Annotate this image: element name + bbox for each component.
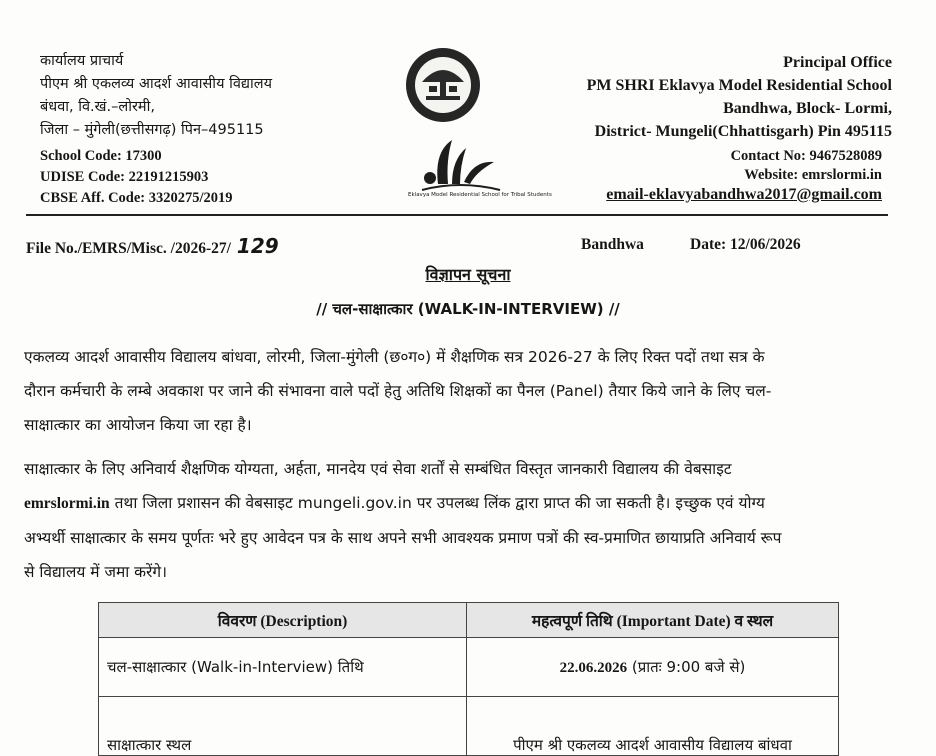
office-name-english: Principal Office <box>783 54 892 71</box>
paragraph-2-line: साक्षात्कार के लिए अनिवार्य शैक्षणिक योग्यता, अर्हता, मानदेय एवं सेवा शर्तों से सम्बंधित विस्तृत जानकारी विद्यालय की वेबसाइट <box>24 460 732 478</box>
notice-title: विज्ञापन सूचना <box>425 265 511 284</box>
row-description: चल-साक्षात्कार (Walk-in-Interview) तिथि <box>99 638 467 697</box>
email-link[interactable]: email-eklavyabandhwa2017@gmail.com <box>606 186 882 203</box>
district-hindi: जिला – मुंगेली(छत्तीसगढ़) पिन–495115 <box>40 122 264 138</box>
header-right-english <box>587 51 892 143</box>
school-name-hindi: पीएम श्री एकलव्य आदर्श आवासीय विद्यालय <box>40 76 273 92</box>
school-name-english: PM SHRI Eklavya Model Residential School <box>586 77 892 94</box>
district-english: District- Mungeli(Chhattisgarh) Pin 495115 <box>594 123 892 140</box>
contact-number: Contact No: 9467528089 <box>730 148 882 164</box>
row-value <box>467 697 839 756</box>
cbse-code: CBSE Aff. Code: 3320275/2019 <box>40 190 233 206</box>
row-value-bold: 22.06.2026 <box>559 660 628 676</box>
important-dates-table <box>98 602 839 756</box>
header-important-date: महत्वपूर्ण तिथि (Important Date) व स्थल <box>467 603 839 638</box>
school-codes <box>40 146 233 209</box>
table-row <box>99 697 839 756</box>
header-left-hindi <box>40 50 272 142</box>
date: Date: 12/06/2026 <box>690 236 801 253</box>
paragraph-2-line: अभ्यर्थी साक्षात्कार के समय पूर्णतः भरे हुए आवेदन पत्र के साथ अपने सभी आवश्यक प्रमाण पत्रों की स्व-प्रमाणित छायाप्रति अनिवार्य रूप <box>24 529 782 547</box>
website-link-bold: emrslormi.in <box>24 495 110 512</box>
contact-block <box>731 147 882 185</box>
paragraph-2-line: emrslormi.in तथा जिला प्रशासन की वेबसाइट mungeli.gov.in पर उपलब्ध लिंक द्वारा प्राप्त की जा सकती है। इच्छुक एवं योग्य <box>24 494 765 512</box>
udise-code: UDISE Code: 22191215903 <box>40 169 209 185</box>
paragraph-1 <box>24 340 916 442</box>
file-number-handwritten: 129 <box>236 234 279 258</box>
file-number <box>26 234 279 258</box>
notice-title-wrap <box>0 263 936 285</box>
website: Website: emrslormi.in <box>744 167 882 183</box>
block-hindi: बंधवा, वि.खं.–लोरमी, <box>40 99 155 115</box>
row-description: साक्षात्कार स्थल <box>99 697 467 756</box>
block-english: Bandhwa, Block- Lormi, <box>723 100 892 117</box>
table-header-row <box>99 603 839 638</box>
header-description: विवरण (Description) <box>99 603 467 638</box>
paragraph-1-line: साक्षात्कार का आयोजन किया जा रहा है। <box>24 416 252 434</box>
table-row <box>99 638 839 697</box>
paragraph-2 <box>24 452 916 589</box>
school-code: School Code: 17300 <box>40 148 162 164</box>
row-value-rest: पीएम श्री एकलव्य आदर्श आवासीय विद्यालय बांधवा <box>513 736 792 754</box>
paragraph-1-line: एकलव्य आदर्श आवासीय विद्यालय बांधवा, लोरमी, जिला-मुंगेली (छ०ग०) में शैक्षणिक सत्र 2026-27 के लिए रिक्त पदों तथा सत्र के <box>24 348 765 366</box>
row-value <box>467 638 839 697</box>
place: Bandhwa <box>581 236 644 253</box>
header-divider <box>26 214 888 216</box>
row-value-rest: (प्रातः 9:00 बजे से) <box>627 658 746 676</box>
file-number-text: File No./EMRS/Misc. /2026-27/ <box>26 240 231 257</box>
office-name-hindi: कार्यालय प्राचार्य <box>40 53 124 69</box>
emblem-caption: Eklavya Model Residential School for Tribal Students <box>408 192 552 198</box>
paragraph-2-line: से विद्यालय में जमा करेंगे। <box>24 563 167 581</box>
emrs-emblem-logo <box>408 136 552 202</box>
notice-subtitle: // चल-साक्षात्कार (WALK-IN-INTERVIEW) // <box>316 300 620 318</box>
school-seal-logo <box>398 46 488 124</box>
paragraph-1-line: दौरान कर्मचारी के लम्बे अवकाश पर जाने की संभावना वाले पदों हेतु अतिथि शिक्षकों का पैनल (Panel) तैयार किये जाने के लिए चल- <box>24 382 772 400</box>
